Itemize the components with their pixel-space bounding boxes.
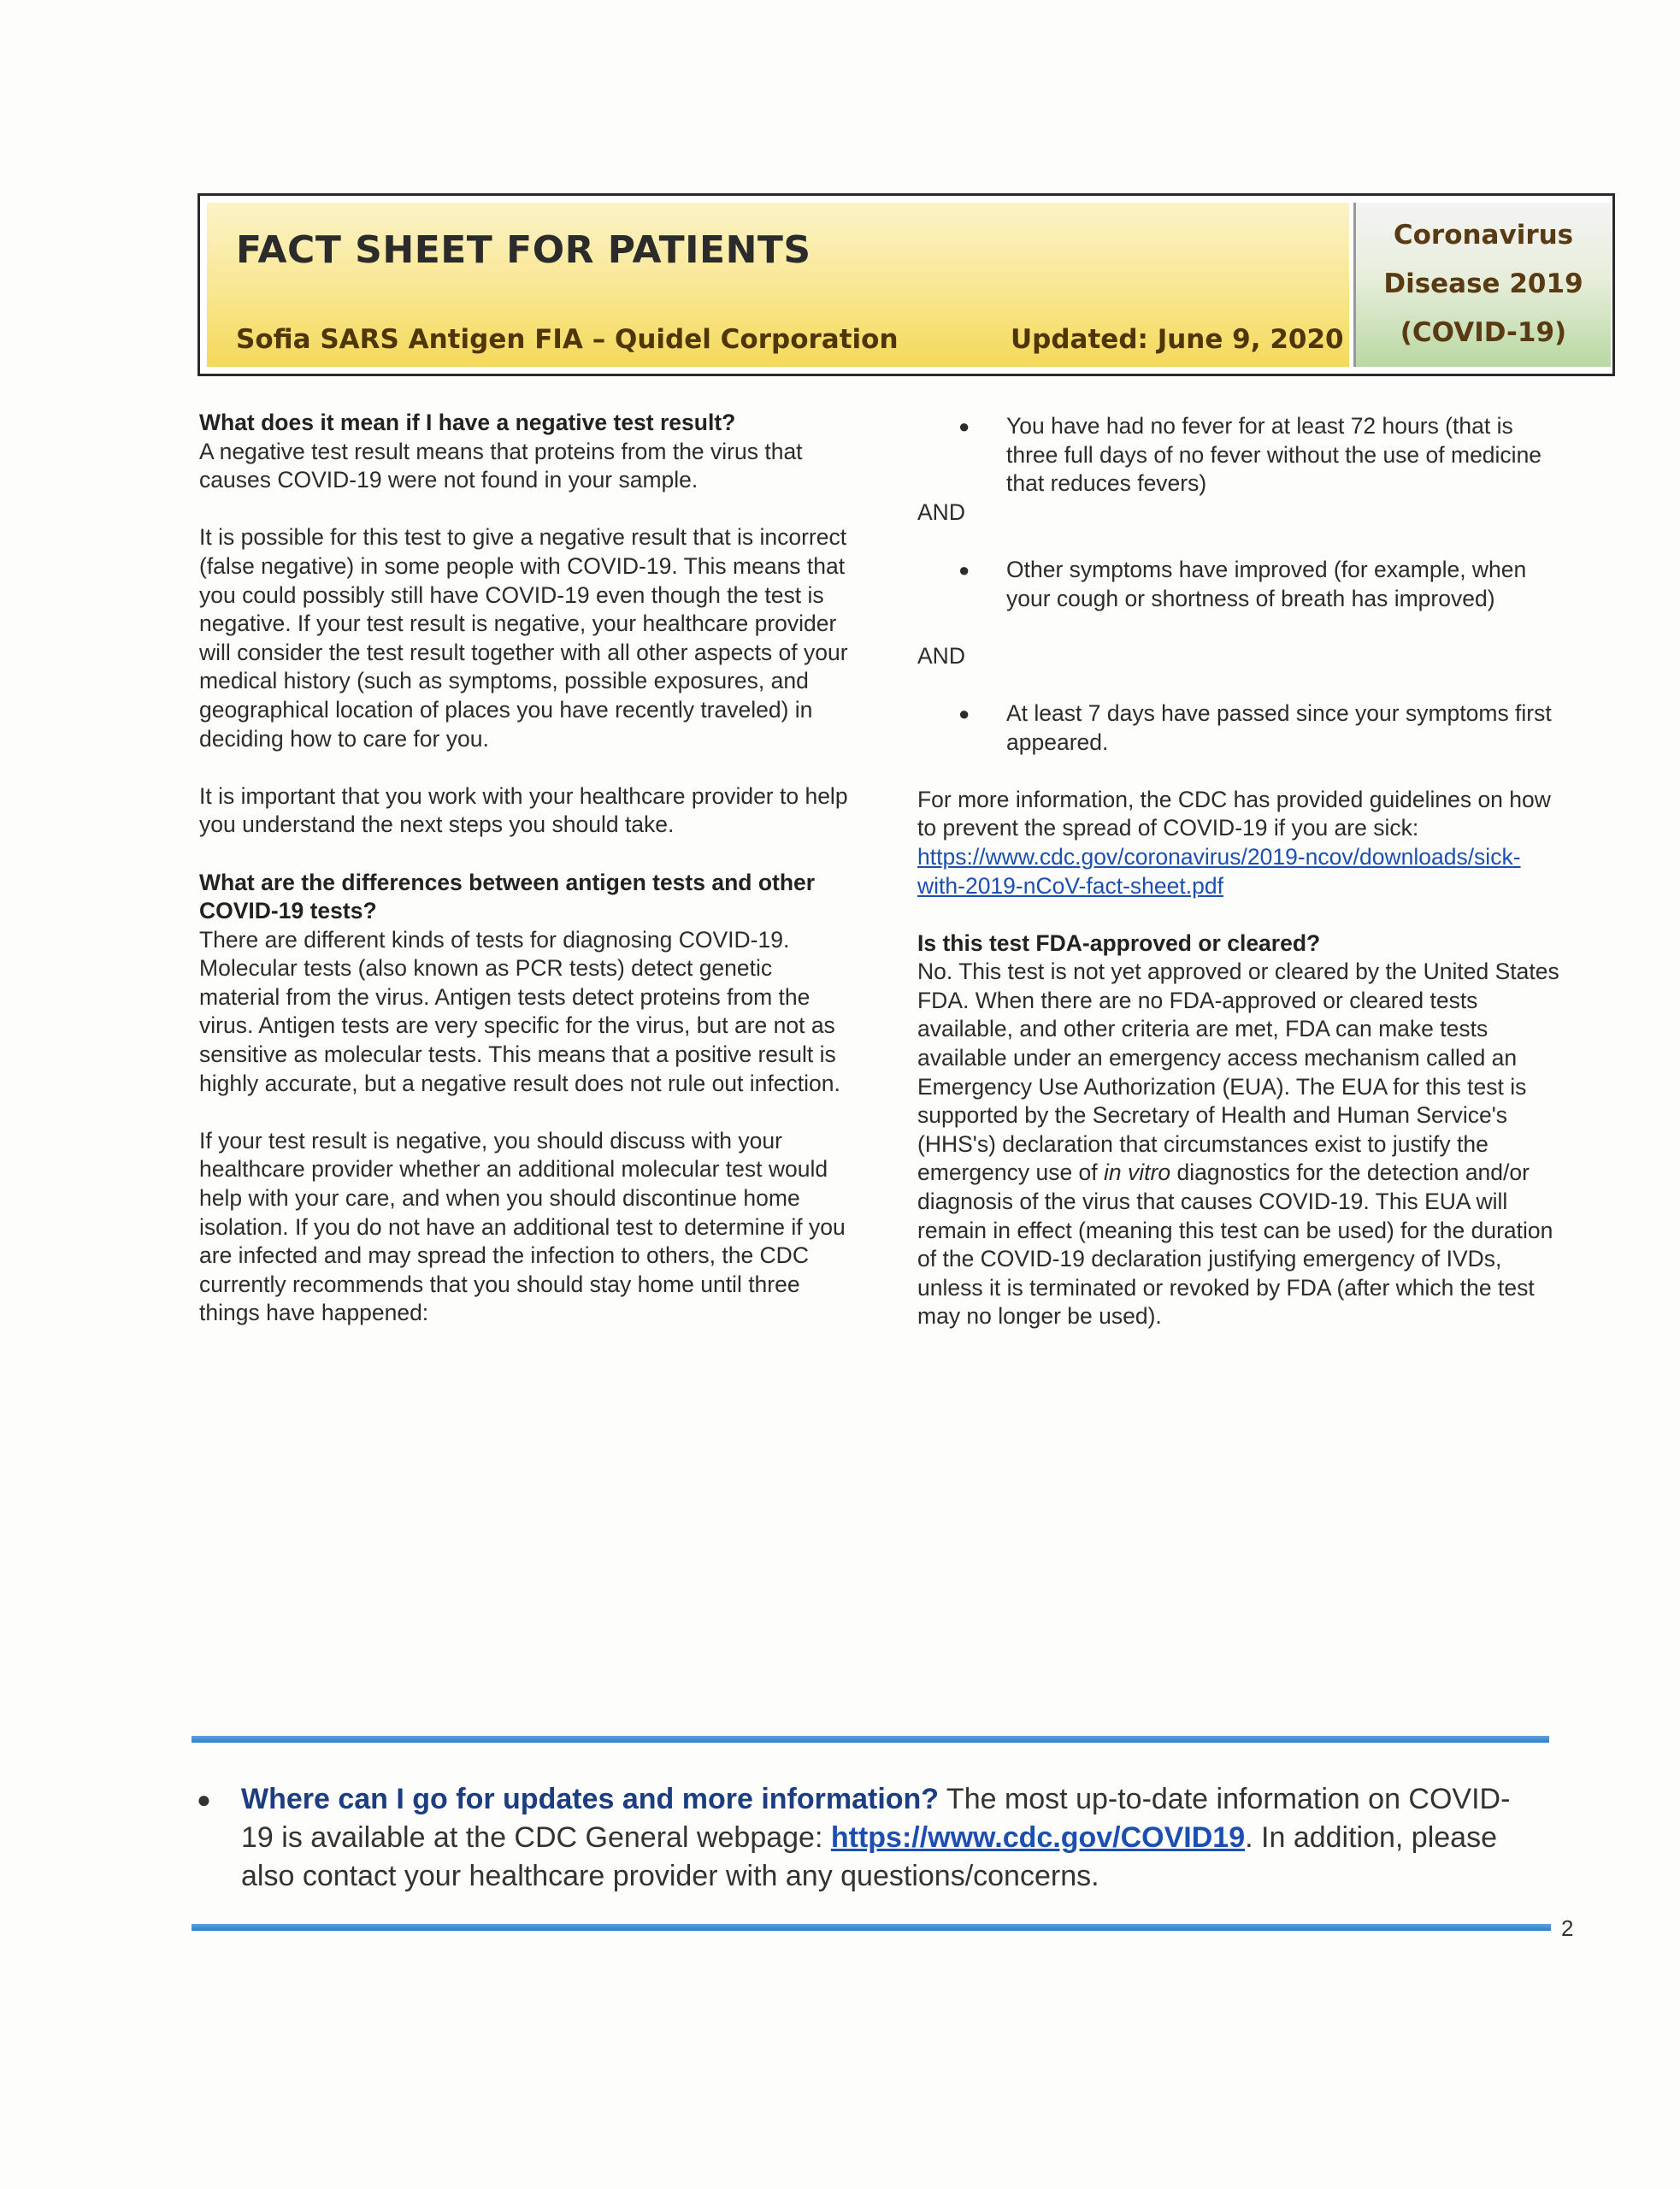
- header-disease-line-1: Coronavirus: [1393, 220, 1574, 251]
- paragraph-work-with-provider: It is important that you work with your healthcare provider to help you understand the next steps you should take.: [199, 782, 848, 838]
- paragraph-discuss-molecular: If your test result is negative, you should discuss with your healthcare provider whether an additional molecular test would help with your care, and when you should discontinue home isolation. If you do not have an additional test to determine if you are infected and may spread the infection to others, the CDC currently recommends that you should stay home until three things have happened:: [199, 1127, 846, 1326]
- header-disease-panel: [1353, 203, 1611, 367]
- paragraph-fda-eua: [917, 958, 1567, 1331]
- paragraph-false-negative: It is possible for this test to give a negative result that is incorrect (false negative) in some people with COVID-19. This means that you could possibly still have COVID-19 even though the test is negative. If your test result is negative, your healthcare provider will consider the test result together with all other aspects of your medical history (such as symptoms, possible exposures, and geographical location of places you have recently traveled) in deciding how to care for you.: [199, 524, 848, 752]
- header-disease-line-2: Disease 2019: [1383, 268, 1583, 299]
- page-number: 2: [1561, 1915, 1574, 1941]
- question-fda-approved: Is this test FDA-approved or cleared?: [917, 929, 1321, 956]
- page-title: FACT SHEET FOR PATIENTS: [236, 228, 811, 272]
- cdc-factsheet-link[interactable]: https://www.cdc.gov/coronavirus/2019-ncov/downloads/sick-with-2019-nCoV-fact-sheet.pdf: [917, 843, 1521, 899]
- footer-info: [197, 1780, 1530, 1896]
- bullet-icon: ●: [197, 1786, 211, 1813]
- bullet-icon: ●: [958, 558, 970, 581]
- and-connector-1: AND: [917, 499, 965, 525]
- bullet-symptoms-improved: Other symptoms have improved (for example, when your cough or shortness of breath has improved): [1006, 556, 1527, 611]
- paragraph-negative-meaning: A negative test result means that proteins from the virus that causes COVID-19 were not found in your sample.: [199, 438, 803, 493]
- in-vitro-italic: in vitro: [1104, 1159, 1171, 1186]
- cdc-covid19-link[interactable]: https://www.cdc.gov/COVID19: [830, 1821, 1246, 1854]
- question-negative-result: What does it mean if I have a negative test result?: [199, 410, 736, 435]
- header-title-panel: [207, 203, 1349, 367]
- question-test-differences: What are the differences between antigen tests and other COVID-19 tests?: [199, 869, 816, 924]
- bullet-seven-days: At least 7 days have passed since your symptoms first appeared.: [1006, 699, 1552, 755]
- footer-text-part-1: The most up-to-date information on COVID-19 is available at the CDC General webpage:: [241, 1783, 1511, 1854]
- footer-divider-bottom: [192, 1924, 1551, 1931]
- header-box: [197, 193, 1615, 376]
- list-item: [958, 699, 1567, 757]
- header-disease-line-3: (COVID-19): [1400, 317, 1567, 348]
- bullet-icon: ●: [958, 702, 970, 724]
- left-column: [199, 409, 849, 1328]
- footer-question: Where can I go for updates and more information?: [241, 1783, 940, 1815]
- header-updated-date: Updated: June 9, 2020: [1011, 324, 1344, 355]
- paragraph-cdc-guidelines: [917, 786, 1567, 900]
- footer-divider-top: [192, 1736, 1549, 1743]
- and-connector-2: AND: [917, 642, 965, 669]
- bullet-icon: ●: [958, 416, 970, 437]
- right-column: [917, 412, 1567, 1331]
- paragraph-test-kinds: There are different kinds of tests for diagnosing COVID-19. Molecular tests (also known as PCR tests) detect genetic material from the virus. Antigen tests detect proteins from the virus. Antigen tests are very specific for the virus, but are not as sensitive as molecular tests. This means that a positive result is highly accurate, but a negative result does not rule out infection.: [199, 926, 840, 1096]
- header-subtitle: Sofia SARS Antigen FIA – Quidel Corporation: [236, 324, 899, 355]
- fda-eua-text-part-1: No. This test is not yet approved or cleared by the United States FDA. When there are no FDA-approved or cleared tests available, and other criteria are met, FDA can make tests available under an emergency access mechanism called an Emergency Use Authorization (EUA). The EUA for this test is supported by the Secretary of Health and Human Service's (HHS's) declaration that circumstances exist to justify the emergency use of: [917, 959, 1559, 1186]
- list-item: [958, 412, 1567, 499]
- footer-text-part-2: . In addition, please also contact your healthcare provider with any questions/concerns.: [241, 1821, 1498, 1892]
- list-item: [958, 556, 1567, 613]
- bullet-no-fever: You have had no fever for at least 72 hours (that is three full days of no fever without the use of medicine that reduces fevers): [1006, 413, 1542, 497]
- cdc-guidelines-text: For more information, the CDC has provided guidelines on how to prevent the spread of COVID-19 if you are sick:: [917, 786, 1551, 841]
- fda-eua-text-part-2: diagnostics for the detection and/or diagnosis of the virus that causes COVID-19. This EUA will remain in effect (meaning this test can be used) for the duration of the COVID-19 declaration justifying emergency of IVDs, unless it is terminated or revoked by FDA (after which the test may no longer be used).: [917, 1159, 1553, 1330]
